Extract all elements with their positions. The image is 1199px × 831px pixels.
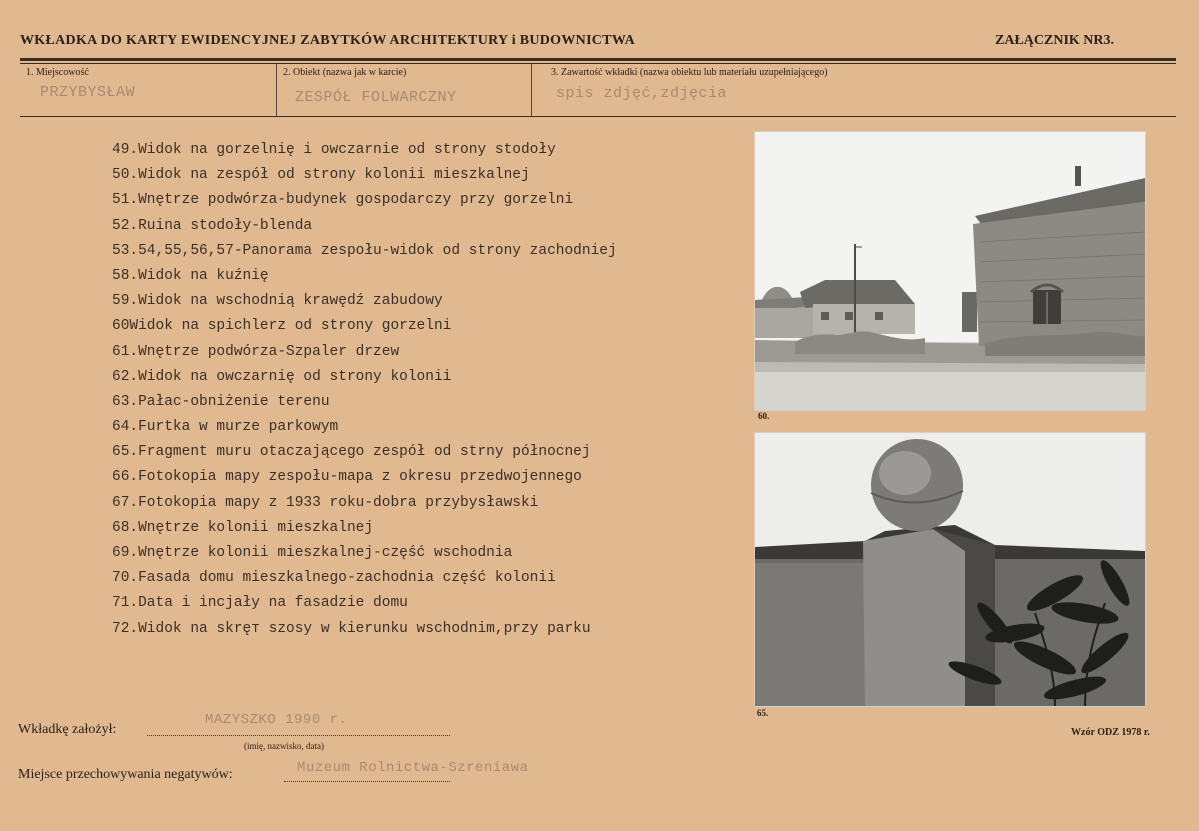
- list-item: 53.54,55,56,57-Panorama zespołu-widok od strony zachodniej: [112, 242, 617, 259]
- attachment-number: ZAŁĄCZNIK NR3.: [995, 33, 1115, 48]
- list-item: 72.Widok na skręт szosy w kierunku wschodnim,przy parku: [112, 620, 591, 637]
- field-divider-2: [531, 64, 532, 116]
- photo-wall-fragment-image: [755, 433, 1145, 706]
- list-item: 63.Pałac-obniżenie terenu: [112, 393, 330, 410]
- content-label: 3. Zawartość wkładki (nazwa obiektu lub materiału uzupełniającego): [551, 67, 828, 78]
- photo-caption-top: 60.: [758, 411, 770, 421]
- list-item: 62.Widok na owczarnię od strony kolonii: [112, 368, 452, 385]
- photo-farm-buildings-image: [755, 132, 1145, 410]
- photo-list: [112, 138, 617, 642]
- fields-rule: [20, 116, 1176, 117]
- content-value: spis zdjęć,zdjęcia: [556, 85, 728, 102]
- list-item: 64.Furtka w murze parkowym: [112, 419, 339, 436]
- list-item: 70.Fasada domu mieszkalnego-zachodnia część kolonii: [112, 570, 556, 587]
- created-by-line: [147, 735, 450, 736]
- header-rule-thin: [20, 63, 1176, 64]
- field-divider-1: [276, 64, 277, 116]
- photo-caption-bottom: 65.: [757, 708, 769, 718]
- negatives-location-label: Miejsce przechowywania negatywów:: [18, 767, 233, 782]
- place-value: PRZYBYSŁAW: [40, 84, 136, 101]
- negatives-location-value: Muzeum Rolnictwa-Szreniawa: [297, 760, 529, 776]
- created-by-label: Wkładkę założył:: [18, 722, 117, 737]
- list-item: 51.Wnętrze podwórza-budynek gospodarczy przy gorzelni: [112, 192, 574, 209]
- list-item: 65.Fragment muru otaczającego zespół od strny północnej: [112, 444, 591, 461]
- list-item: 60Widok na spichlerz od strony gorzelni: [112, 318, 452, 335]
- list-item: 50.Widok na zespół od strony kolonii mieszkalnej: [112, 167, 530, 184]
- object-label: 2. Obiekt (nazwa jak w karcie): [283, 67, 407, 78]
- place-label: 1. Miejscowość: [26, 67, 89, 78]
- list-item: 69.Wnętrze kolonii mieszkalnej-część wschodnia: [112, 545, 513, 561]
- header-rule-thick: [20, 58, 1176, 61]
- created-by-value: MAZYSZKO 1990 r.: [205, 712, 348, 728]
- created-by-hint: (imię, nazwisko, data): [244, 741, 324, 751]
- list-item: 66.Fotokopia mapy zespołu-mapa z okresu przedwojennego: [112, 469, 582, 486]
- object-value: ZESPÓŁ FOLWARCZNY: [295, 89, 457, 106]
- negatives-location-line: [284, 781, 450, 782]
- list-item: 58.Widok na kuźnię: [112, 267, 269, 284]
- photo-farm-buildings: [754, 131, 1146, 411]
- list-item: 61.Wnętrze podwórza-Szpaler drzew: [112, 343, 400, 360]
- list-item: 71.Data i incjały na fasadzie domu: [112, 595, 408, 612]
- list-item: 68.Wnętrze kolonii mieszkalnej: [112, 519, 374, 536]
- list-item: 52.Ruina stodoły-blenda: [112, 217, 313, 234]
- list-item: 67.Fotokopia mapy z 1933 roku-dobra przybysławski: [112, 494, 539, 511]
- list-item: 49.Widok na gorzelnię i owczarnie od strony stodoły: [112, 142, 556, 158]
- list-item: 59.Widok na wschodnią krawędź zabudowy: [112, 293, 443, 310]
- photo-wall-fragment: [754, 432, 1146, 707]
- form-code: Wzór ODZ 1978 r.: [1071, 727, 1150, 738]
- card-title: WKŁADKA DO KARTY EWIDENCYJNEJ ZABYTKÓW ARCHITEKTURY i BUDOWNICTWA: [20, 33, 636, 48]
